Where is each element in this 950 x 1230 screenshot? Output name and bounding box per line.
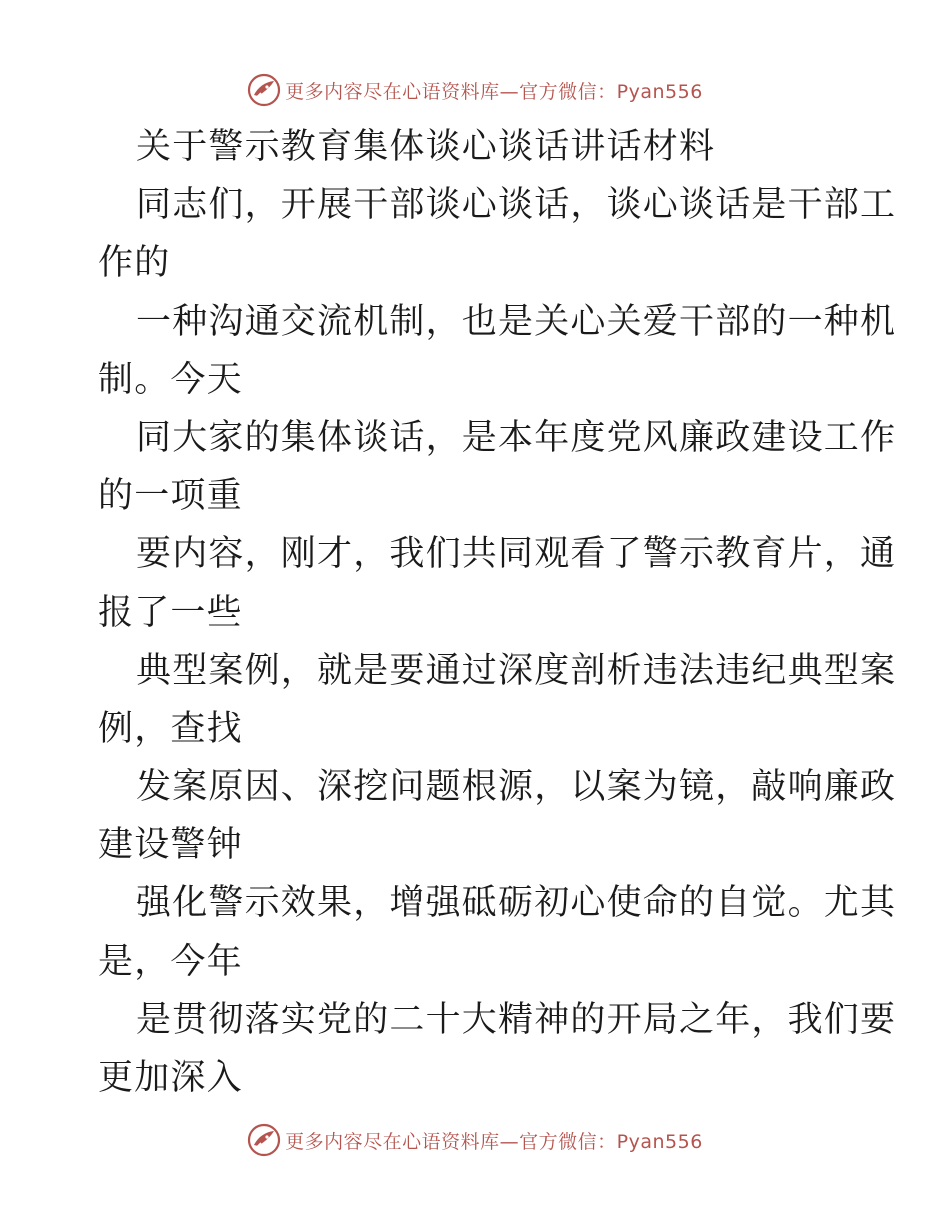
pen-nib-logo-icon <box>247 1123 281 1157</box>
pen-nib-logo-icon <box>247 73 281 107</box>
paragraph-line: 强化警示效果，增强砥砺初心使命的自觉。尤其 <box>136 883 897 924</box>
watermark-text: 更多内容尽在心语资料库—官方微信：Pyan556 <box>285 1130 703 1153</box>
watermark-text: 更多内容尽在心语资料库—官方微信：Pyan556 <box>285 80 703 103</box>
paragraph-line: 制。今天 <box>98 359 243 400</box>
paragraph-line: 是，今年 <box>98 941 243 982</box>
paragraph-line: 同大家的集体谈话，是本年度党风廉政建设工作 <box>136 417 897 458</box>
paragraph-line: 一种沟通交流机制，也是关心关爱干部的一种机 <box>136 301 897 342</box>
header-watermark <box>0 70 950 110</box>
paragraph-line: 的一项重 <box>98 476 243 517</box>
paragraph-line: 作的 <box>98 243 171 284</box>
document-title: 关于警示教育集体谈心谈话讲话材料 <box>136 127 716 167</box>
paragraph-line: 发案原因、深挖问题根源，以案为镜，敲响廉政 <box>136 767 897 808</box>
paragraph-line: 例，查找 <box>98 708 243 749</box>
paragraph-line: 报了一些 <box>98 592 243 633</box>
paragraph-line: 典型案例，就是要通过深度剖析违法违纪典型案 <box>136 650 897 691</box>
footer-watermark <box>0 1120 950 1160</box>
paragraph-line: 同志们，开展干部谈心谈话，谈心谈话是干部工 <box>136 185 897 226</box>
paragraph-line: 建设警钟 <box>98 825 243 866</box>
paragraph-line: 更加深入 <box>98 1058 243 1098</box>
document-body <box>98 118 897 1107</box>
paragraph-line: 是贯彻落实党的二十大精神的开局之年，我们要 <box>136 999 897 1040</box>
paragraph-line: 要内容，刚才，我们共同观看了警示教育片，通 <box>136 534 897 575</box>
